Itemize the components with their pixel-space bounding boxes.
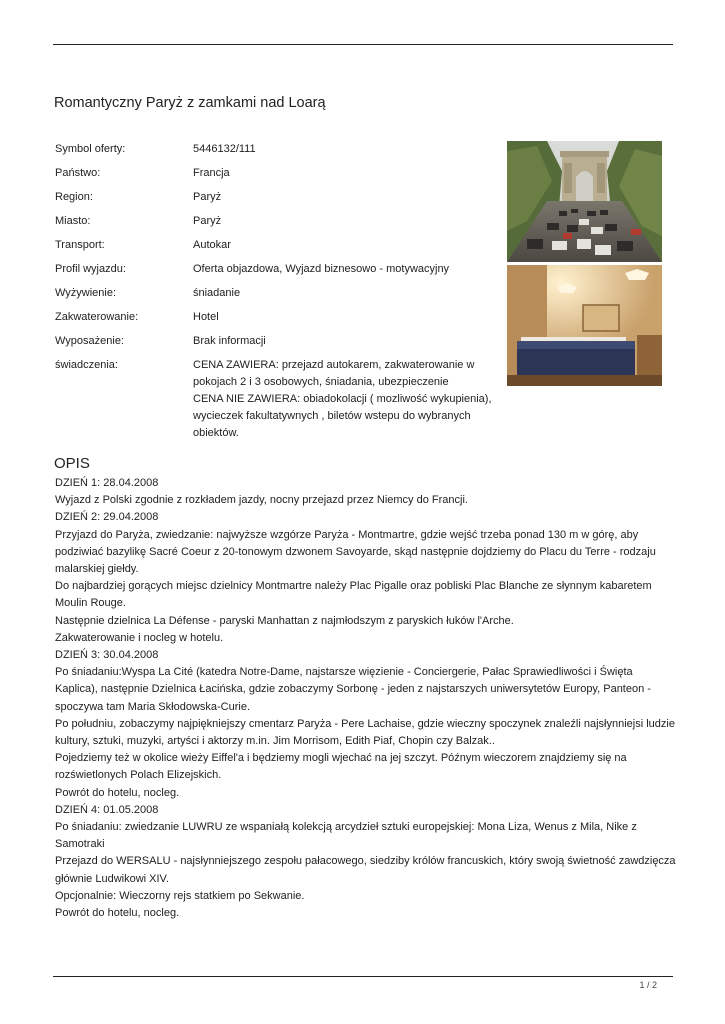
- description-line: Opcjonalnie: Wieczorny rejs statkiem po Sekwanie.: [55, 889, 305, 902]
- detail-value: Hotel: [193, 311, 219, 323]
- description-line: Do najbardziej gorących miejsc dzielnicy Montmartre należy Plac Pigalle oraz pobliski Plac Blanche ze słynnym kabaretem: [55, 580, 652, 593]
- detail-row-profile: [55, 261, 500, 278]
- description-line: Pojedziemy też w okolice wieży Eiffel'a i będziemy mogli wjechać na jej szczyt. Późnym wieczorem znajdziemy się na: [55, 752, 627, 765]
- offer-title: Romantyczny Paryż z zamkami nad Loarą: [54, 95, 326, 111]
- hotel-room-photo: [507, 265, 662, 386]
- description-line: Po śniadaniu:Wyspa La Cité (katedra Notre-Dame, najstarsze więzienie - Conciergerie, Pałac Sprawiedliwości i Święta: [55, 666, 633, 679]
- description-heading: OPIS: [54, 455, 90, 472]
- top-rule: [53, 44, 673, 45]
- description-line: DZIEŃ 3: 30.04.2008: [55, 649, 159, 662]
- page-number: 1 / 2: [639, 980, 657, 990]
- detail-label: Państwo:: [55, 167, 101, 179]
- detail-label: Miasto:: [55, 215, 91, 227]
- detail-row-country: [55, 165, 500, 182]
- detail-row-city: [55, 213, 500, 230]
- description-line: podziwiać bazylikę Sacré Coeur z 20-tonowym dzwonem Savoyarde, skąd następnie dojdziemy do Placu du Terre - rodzaju: [55, 545, 656, 558]
- benefits-line: wycieczek fakultatywnych , biletów wstepu do wybranych: [193, 410, 471, 422]
- detail-value: 5446132/111: [193, 143, 256, 155]
- benefits-line: CENA ZAWIERA: przejazd autokarem, zakwaterowanie w: [193, 359, 475, 371]
- benefits-text: [193, 357, 500, 442]
- detail-label: Wyposażenie:: [55, 335, 124, 347]
- detail-row-benefits: [55, 357, 500, 442]
- detail-row-accommodation: [55, 309, 500, 326]
- description-line: Przejazd do WERSALU - najsłynniejszego zespołu pałacowego, siedziby królów francuskich, który swoją świetność zawdzięcza: [55, 855, 676, 868]
- description-line: Po południu, zobaczymy najpiękniejszy cmentarz Paryża - Pere Lachaise, gdzie wieczny spoczynek znaleźli najsłynniejsi ludzie: [55, 717, 675, 730]
- detail-value: Brak informacji: [193, 335, 266, 347]
- description-line: rozświetlonych Polach Elizejskich.: [55, 769, 222, 782]
- description-line: Samotraki: [55, 838, 105, 851]
- benefits-line: obiektów.: [193, 427, 239, 439]
- detail-value: Autokar: [193, 239, 231, 251]
- detail-label: Transport:: [55, 239, 105, 251]
- offer-details: [55, 141, 500, 449]
- description-line: Zakwaterowanie i nocleg w hotelu.: [55, 631, 224, 644]
- detail-row-equipment: [55, 333, 500, 350]
- detail-label: Region:: [55, 191, 93, 203]
- detail-label: Zakwaterowanie:: [55, 311, 139, 323]
- benefits-line: pokojach 2 i 3 osobowych, śniadania, ubezpieczenie: [193, 376, 449, 388]
- detail-value: śniadanie: [193, 287, 241, 299]
- description-text: [55, 475, 675, 922]
- description-line: Moulin Rouge.: [55, 597, 126, 610]
- detail-value: Paryż: [193, 215, 222, 227]
- description-line: Przyjazd do Paryża, zwiedzanie: najwyższe wzgórze Paryża - Montmartre, gdzie wejść trzeba ponad 130 m w górę, aby: [55, 528, 639, 541]
- description-line: DZIEŃ 4: 01.05.2008: [55, 803, 159, 816]
- description-line: malarskiej giełdy.: [55, 563, 139, 576]
- detail-label: Profil wyjazdu:: [55, 263, 126, 275]
- detail-row-symbol: [55, 141, 500, 158]
- detail-value: Oferta objazdowa, Wyjazd biznesowo - motywacyjny: [193, 263, 450, 275]
- bottom-rule: [53, 976, 673, 977]
- detail-value: Paryż: [193, 191, 222, 203]
- detail-row-transport: [55, 237, 500, 254]
- description-line: DZIEŃ 2: 29.04.2008: [55, 511, 159, 524]
- description-line: Powrót do hotelu, nocleg.: [55, 907, 180, 920]
- detail-row-region: [55, 189, 500, 206]
- detail-row-meals: [55, 285, 500, 302]
- description-line: głównie Ludwikowi XIV.: [55, 872, 169, 885]
- description-line: Po śniadaniu: zwiedzanie LUWRU ze wspaniałą kolekcją arcydzieł sztuki europejskiej: Mona Liza, Wenus z Mila, Nike z: [55, 821, 637, 834]
- description-line: Kaplica), następnie Dzielnica Łacińska, gdzie zobaczymy Sorbonę - jeden z najstarszych uniwersytetów Europy, Panteon -: [55, 683, 651, 696]
- description-line: spoczywa tam Maria Skłodowska-Curie.: [55, 700, 251, 713]
- description-line: kultury, sztuki, muzyki, artyści i aktorzy m.in. Jim Morrisom, Edith Piaf, Chopin czy Balzak..: [55, 735, 495, 748]
- detail-value: Francja: [193, 167, 230, 179]
- detail-label: Wyżywienie:: [55, 287, 117, 299]
- description-line: DZIEŃ 1: 28.04.2008: [55, 477, 159, 489]
- detail-label: Symbol oferty:: [55, 143, 126, 155]
- description-line: Wyjazd z Polski zgodnie z rozkładem jazdy, nocny przejazd przez Niemcy do Francji.: [55, 494, 468, 507]
- arc-de-triomphe-photo: [507, 141, 662, 262]
- description-line: Powrót do hotelu, nocleg.: [55, 786, 180, 799]
- description-line: Następnie dzielnica La Défense - paryski Manhattan z najmłodszym z paryskich łuków l'Arche.: [55, 614, 514, 627]
- benefits-line: CENA NIE ZAWIERA: obiadokolacji ( mozliwość wykupienia),: [193, 393, 492, 405]
- detail-label: świadczenia:: [55, 359, 118, 371]
